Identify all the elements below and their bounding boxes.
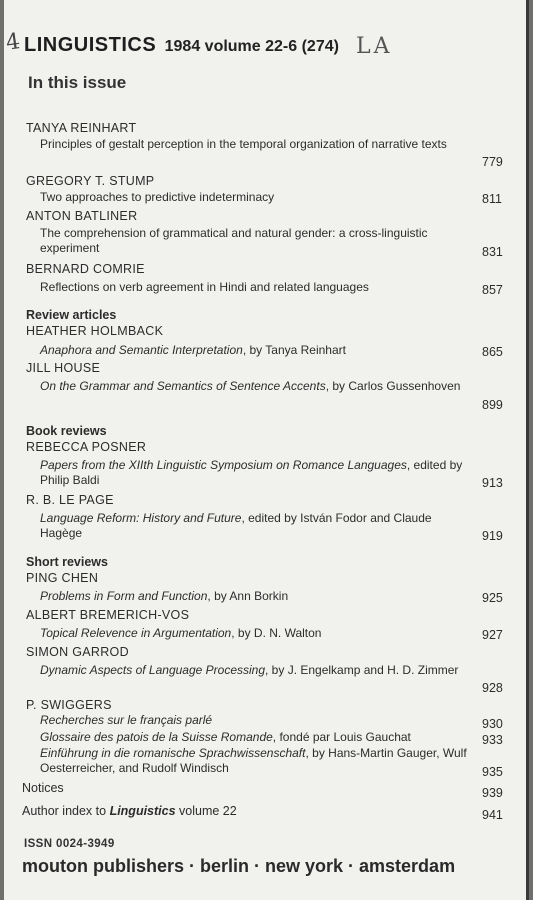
page-number: 831: [482, 245, 503, 259]
journal-contents-page: [4, 0, 529, 900]
article-author: GREGORY T. STUMP: [26, 174, 155, 188]
margin-mark: 4: [4, 29, 22, 56]
review-byline: , by D. N. Walton: [231, 626, 322, 640]
review-title: [40, 458, 475, 488]
review-author: ALBERT BREMERICH-VOS: [26, 608, 190, 622]
journal-name: LINGUISTICS: [24, 34, 157, 56]
section-heading: Review articles: [26, 308, 117, 322]
review-work: Anaphora and Semantic Interpretation: [40, 343, 243, 357]
author-index-journal: Linguistics: [109, 804, 176, 818]
review-work: Recherches sur le français parlé: [40, 713, 213, 727]
review-title: [40, 746, 475, 776]
article-title: Principles of gestalt perception in the temporal organization of narrative texts: [40, 137, 447, 151]
review-title: [40, 663, 475, 678]
review-byline: , by Tanya Reinhart: [242, 343, 346, 357]
page-number: 935: [482, 765, 503, 779]
page-number: 857: [482, 283, 503, 297]
review-title: [40, 343, 475, 358]
review-work: On the Grammar and Semantics of Sentence Accents: [40, 379, 326, 393]
review-title: [40, 589, 475, 604]
article-author: ANTON BATLINER: [26, 209, 138, 223]
page-number: 930: [482, 717, 503, 731]
notices-label: Notices: [22, 781, 64, 795]
review-work: Glossaire des patois de la Suisse Romande: [40, 730, 273, 744]
article-author: TANYA REINHART: [26, 121, 137, 135]
review-author: P. SWIGGERS: [26, 698, 112, 712]
page-number: 927: [482, 628, 503, 642]
author-index-label: [22, 804, 237, 818]
review-byline: , by Ann Borkin: [207, 589, 289, 603]
section-heading: Short reviews: [26, 555, 108, 569]
review-title: [40, 626, 475, 641]
review-byline: , by Carlos Gussenhoven: [325, 379, 461, 393]
review-work: Papers from the XIIth Linguistic Symposium on Romance Languages: [40, 458, 407, 472]
section-heading: Book reviews: [26, 424, 107, 438]
review-byline: , fondé par Louis Gauchat: [272, 730, 411, 744]
page-number: 933: [482, 733, 503, 747]
review-author: HEATHER HOLMBACK: [26, 324, 164, 338]
issn: ISSN 0024-3949: [24, 838, 115, 850]
review-title: [40, 713, 475, 728]
article-title: The comprehension of grammatical and natural gender: a cross-linguistic experiment: [40, 226, 428, 255]
review-byline: , by J. Engelkamp and H. D. Zimmer: [265, 663, 459, 677]
review-byline: , by Hans-Martin Gauger, Wulf Oesterreicher, and Rudolf Windisch: [40, 746, 467, 775]
article-author: BERNARD COMRIE: [26, 262, 145, 276]
page-number: 928: [482, 681, 503, 695]
page-number: 919: [482, 529, 503, 543]
page-number: 925: [482, 591, 503, 605]
article-title: Reflections on verb agreement in Hindi and related languages: [40, 280, 369, 294]
page-number: 939: [482, 786, 503, 800]
page-number: 913: [482, 476, 503, 490]
review-byline: , edited by István Fodor and Claude Hagège: [40, 511, 432, 540]
review-author: R. B. LE PAGE: [26, 493, 114, 507]
review-author: REBECCA POSNER: [26, 440, 147, 454]
handwritten-note: LA: [356, 34, 393, 59]
author-index-suffix: volume 22: [175, 804, 237, 818]
review-title: [40, 511, 475, 541]
review-work: Language Reform: History and Future: [40, 511, 242, 525]
page-number: 811: [482, 192, 502, 206]
article-title: Two approaches to predictive indeterminacy: [40, 190, 275, 204]
page-number: 941: [482, 808, 503, 822]
page-number: 899: [482, 398, 503, 412]
review-work: Problems in Form and Function: [40, 589, 208, 603]
publisher-line: mouton publishers · berlin · new york · amsterdam: [22, 856, 456, 876]
review-byline: , edited by Philip Baldi: [40, 458, 463, 487]
page-number: 865: [482, 345, 503, 359]
page-number: 779: [482, 155, 503, 169]
review-work: Einführung in die romanische Sprachwissenschaft: [40, 746, 306, 760]
review-title: [40, 379, 475, 394]
review-author: JILL HOUSE: [26, 361, 101, 375]
review-author: PING CHEN: [26, 571, 99, 585]
author-index-prefix: Author index to: [22, 804, 110, 818]
review-work: Topical Relevence in Argumentation: [40, 626, 232, 640]
issue-title: In this issue: [28, 73, 127, 92]
volume-info: 1984 volume 22-6 (274): [164, 38, 339, 55]
review-author: SIMON GARROD: [26, 645, 129, 659]
review-title: [40, 730, 475, 745]
masthead: [24, 34, 339, 57]
review-work: Dynamic Aspects of Language Processing: [40, 663, 266, 677]
